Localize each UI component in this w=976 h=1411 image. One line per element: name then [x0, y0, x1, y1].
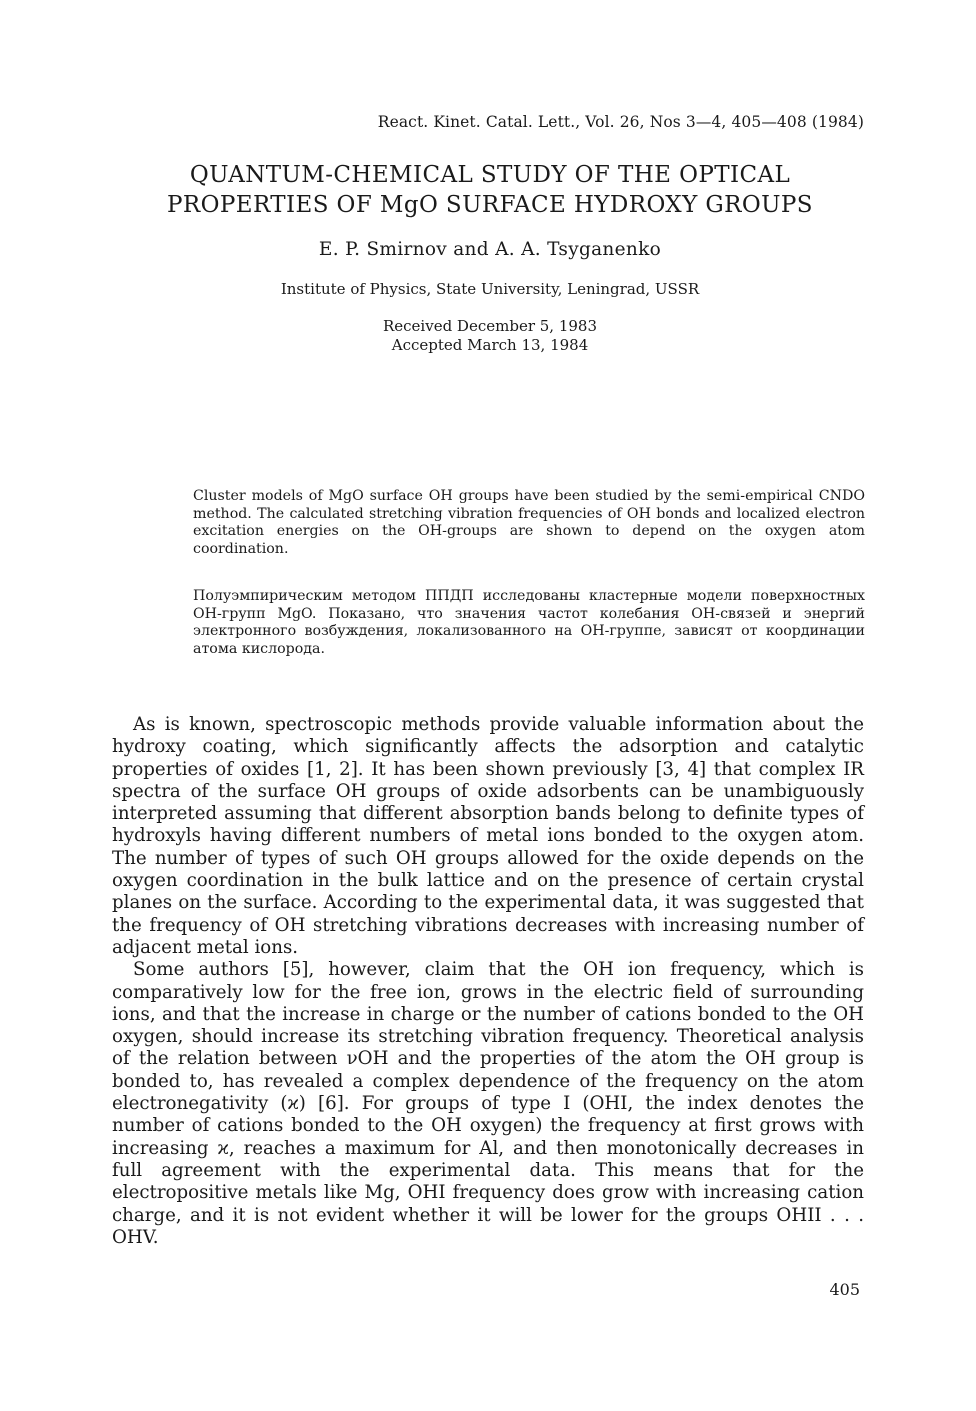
dates	[110, 317, 870, 355]
affiliation: Institute of Physics, State University, Leningrad, USSR	[280, 280, 700, 298]
journal-reference: React. Kinet. Catal. Lett., Vol. 26, Nos 3—4, 405—408 (1984)	[377, 113, 864, 131]
page-number: 405	[829, 1280, 860, 1299]
abstract-russian: Полуэмпирическим методом ППДП исследованы кластерные модели поверхностных ОН-групп MgO. Показано, что значения частот колебания ОН-связей и энергий электронного возбуждения, локализованного на ОН-группе, зависят от координации атома кислорода.	[193, 588, 865, 657]
paper-title	[110, 160, 870, 220]
accepted-date: Accepted March 13, 1984	[391, 336, 589, 354]
authors: E. P. Smirnov and A. A. Tsyganenko	[318, 239, 662, 260]
title-line-1: QUANTUM-CHEMICAL STUDY OF THE OPTICAL	[189, 162, 791, 188]
received-date: Received December 5, 1983	[382, 317, 598, 335]
paragraph-2: Some authors [5], however, claim that the OH ion frequency, which is comparatively low for the free ion, grows in the electric field of surrounding ions, and that the increase in charge or the number of cations bonded to the OH oxygen, should increase its stretching vibration frequency. Theoretical analysis of the relation between νOH and the properties of the atom the OH group is bonded to, has revealed a complex dependence of the frequency on the atom electronegativity (ϰ) [6]. For groups of type I (OHI, the index denotes the number of cations bonded to the OH oxygen) the frequency at first grows with increasing ϰ, reaches a maximum for Al, and then monotonically decreases in full agreement with the experimental data. This means that for the electropositive metals like Mg, OHI frequency does grow with increasing cation charge, and it is not evident whether it will be lower for the groups OHII . . . OHV.	[112, 959, 864, 1248]
title-line-2: PROPERTIES OF MgO SURFACE HYDROXY GROUPS	[167, 192, 813, 218]
paragraph-1: As is known, spectroscopic methods provide valuable information about the hydroxy coating, which significantly affects the adsorption and catalytic properties of oxides [1, 2]. It has been shown previously [3, 4] that complex IR spectra of the surface OH groups of oxide adsorbents can be unambiguously interpreted assuming that different absorption bands belong to definite types of hydroxyls having different numbers of metal ions bonded to the oxygen atom. The number of types of such OH groups allowed for the oxide depends on the oxygen coordination in the bulk lattice and on the presence of certain crystal planes on the surface. According to the experimental data, it was suggested that the frequency of OH stretching vibrations decreases with increasing number of adjacent metal ions.	[112, 714, 864, 958]
body-text	[112, 714, 864, 1249]
abstract-english: Cluster models of MgO surface OH groups have been studied by the semi-empirical CNDO method. The calculated stretching vibration frequencies of OH bonds and localized electron excitation energies on the OH-groups are shown to depend on the oxygen atom coordination.	[193, 488, 865, 557]
